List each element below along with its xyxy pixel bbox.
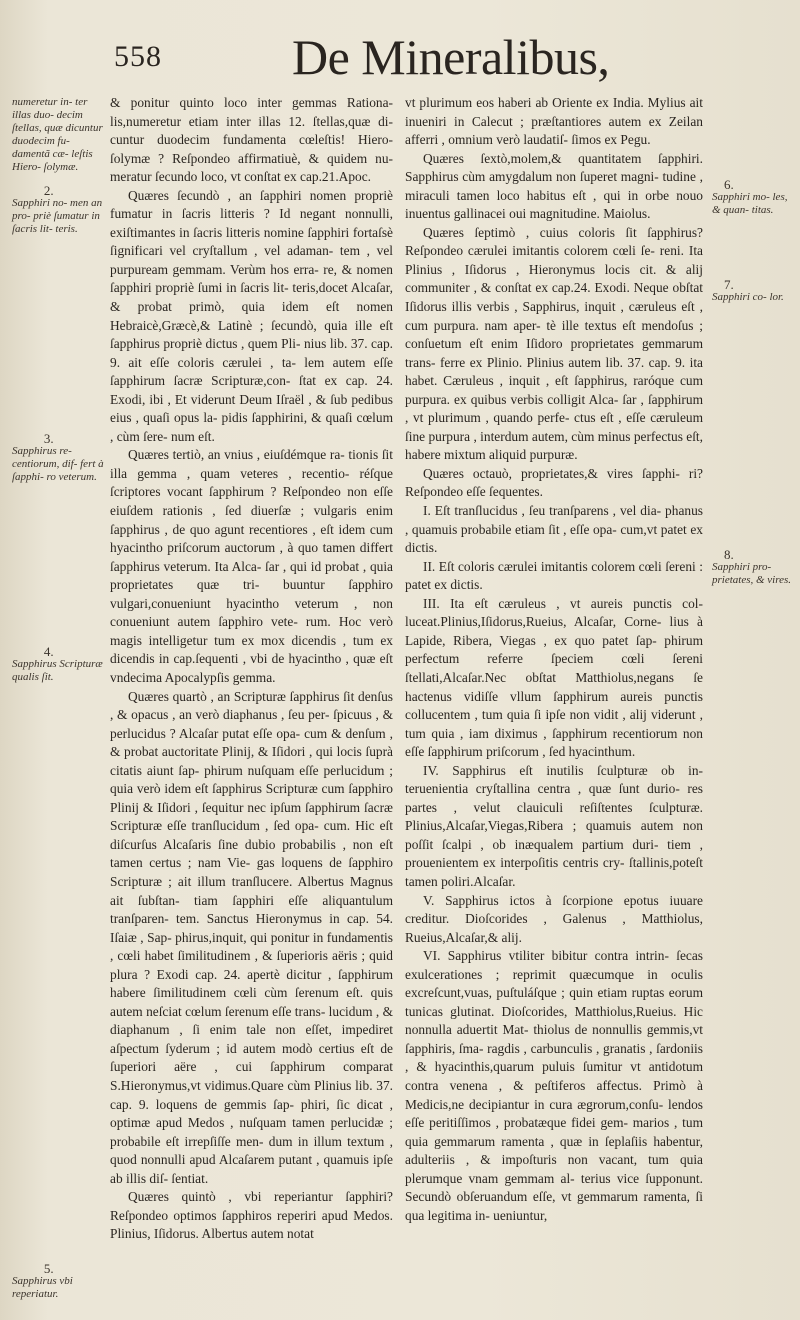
margin-note-number: 3.	[43, 431, 54, 446]
running-title: De Mineralibus,	[292, 29, 610, 85]
margin-note-number: 6.	[724, 177, 734, 192]
margin-note-text: Sapphirus re- centiorum, dif- fert à ſapphi- ro veterum.	[12, 445, 104, 483]
paragraph: Quæres ſecundò , an ſapphiri nomen propriè fumatur in ſacris litteris ? Id negant nonnulli, exiſtimantes in ſacris litteris nomine ſapphiri fortaſsè ſignificari vel cryſtallum , vel adaman- tem , vel purpuream gemmam. Verùm hos erra- re, & nomen ſapphiri propriè ſumi in ſacris lit- teris,docet Alcaſar, & probat primò, quia idem eſt nomen Hebraicè,Græcè,& Latinè ; ſecundò, quia ille eſt ſapphirus propriè dictus , quem Pli- nius lib. 37. cap. 9. ait eſſe coloris cærulei , ta- lem autem eſſe ſapphirum ſacræ Scripturæ,con- ſtat ex cap. 24. Exodi, ibi , Et viderunt Deum Iſraël , & ſub pedibus eius , quaſi opus la- pidis ſapphirini, & quaſi cœlum , cùm ſere- num eſt.	[110, 187, 393, 444]
left-text-column	[110, 94, 393, 1244]
paragraph: Quæres octauò, proprietates,& vires ſapphi- ri?Reſpondeo eſſe ſequentes.	[405, 465, 703, 500]
margin-note-number: 8.	[724, 547, 734, 562]
paragraph: vt plurimum eos haberi ab Oriente ex India. Mylius ait inueniri in Calecut ; præſtantiores autem ex Zeilan afferri , omnium verò laudatiſ- ſimos ex Pegu.	[405, 95, 703, 148]
margin-note-7	[712, 278, 792, 304]
margin-note-6	[712, 178, 792, 217]
margin-note-text: Sapphiri no- men an pro- priè ſumatur in ſacris lit- teris.	[12, 197, 103, 235]
paragraph: VI. Sapphirus vtiliter bibitur contra intrin- ſecas exulcerationes ; reprimit quæcumque in oculis excreſcunt,vuas, puſtuláſque ; quin etiam ruptas eorum tunicas glutinat. Dioſcorides, Matthiolus,Rueius. Hic nonnulla aduertit Mat- thiolus de nonnullis gemmis,vt ſapphiris, ſma- ragdis , carbunculis , granatis , ſardoniis , & hyacinthis,quarum puluis ſumitur vt antidotum contra venena , & peſtiferos affectus. Primò à Medicis,ne decipiantur in cura ægrorum,conſu- lendos eſſe peritiſſimos , probatæque fidei gem- marios , tum quia gemmarum ramenta , quæ in ſeplaſiis habentur, adulteriis , & impoſturis non vacant, tum quia plerumque vnam gemmam al- terius vice ſupponunt. Secundò obſeruandum eſſe, vt gemmarum ramenta, ſi qua legitima in- ueniuntur,	[405, 948, 703, 1223]
margin-note-text: Sapphiri pro- prietates, & vires.	[712, 561, 792, 586]
margin-note-text: Sapphiri co- lor.	[712, 291, 784, 303]
right-text-column	[405, 94, 703, 1225]
margin-note-3	[12, 432, 104, 484]
paragraph: Quæres ſextò,molem,& quantitatem ſapphiri. Sapphirus cùm amygdalum non ſuperet magni- tudine , miraculi tamen loco habitus eſt , qui in orbe nouo inuentus gallinacei oui magnitudine. Maiolus.	[405, 150, 703, 222]
margin-note-8	[712, 548, 792, 587]
margin-note-2	[12, 184, 104, 236]
paragraph: IV. Sapphirus eſt inutilis ſculpturæ ob in- teruenientia cryſtallina centra , quæ ſunt durio- res partes , velut clauiculi reſiſtentes ſculpturæ. Plinius,Alcaſar,Viegas,Ribera ; quamuis autem non poſſit ſcalpi , ob inæqualem partium duri- tiem , prouenientem ex interpoſitis centris cry- ſtallinis,poteſt tamen poliri.Alcaſar.	[405, 762, 703, 889]
page-number: 558	[114, 40, 162, 73]
margin-note-text: Sapphirus vbi reperiatur.	[12, 1275, 73, 1300]
paragraph: I. Eſt tranſlucidus , ſeu tranſparens , vel dia- phanus , quamuis probabile etiam ſit , eſſe opa- cum,vt patet ex dictis.	[405, 503, 703, 556]
margin-note-number: 2.	[43, 183, 54, 198]
page-header	[110, 28, 750, 88]
paragraph: V. Sapphirus ictos à ſcorpione epotus iuuare creditur. Dioſcorides , Galenus , Matthiolus, Rueius,Alcaſar,& alij.	[405, 892, 703, 945]
paragraph: Quæres ſeptimò , cuius coloris ſit ſapphirus? Reſpondeo cærulei imitantis colorem cœli ſe- reni. Ita Plinius , Iſidorus , Hieronymus locis cit. & alij communiter , & conſtat ex cap.24. Exodi. Neque obſtat Iſidorus illis verbis , Sapphirus, inquit , cæruleus eſt , cum purpura. nam aper- tè ille textus eſt mendoſus ; conſuetum eſt enim Iſidoro proprietates gemmarum trans- ferre ex Plinio. Plinius autem lib. 37. cap. 9. ita habet. Cæruleus , inquit , eſt ſapphirus, raróque cum purpura. ex quibus verbis colligit Alca- ſar , ſapphirum , vt plurimum , quando perfe- ctus eſt , eſſe cæruleum ſine purpura , interdum autem, cùm minus perfectus eſt, habere mixtum aliquid purpuræ.	[405, 224, 703, 463]
paragraph: II. Eſt coloris cærulei imitantis colorem cœli ſereni : patet ex dictis.	[405, 558, 703, 593]
paragraph: Quæres quintò , vbi reperiantur ſapphiri? Reſpondeo optimos ſapphiros reperiri apud Medos. Plinius, Iſidorus. Albertus autem notat	[110, 1189, 393, 1242]
margin-note-4	[12, 645, 104, 684]
margin-note-text: numeretur in- ter illas duo- decim ſtellas, quæ dicuntur duodecim fu- damentã cæ- leſtis Hiero- ſolymæ.	[12, 96, 103, 173]
paragraph: III. Ita eſt cæruleus , vt aureis punctis col- luceat.Plinius,Iſidorus,Rueius, Alcaſar, Corne- lius à Lapide, Ribera, Viegas , ex quo patet ſap- phirum perfectum referre ſpeciem cœli ſereni ſtellati,Alcaſar.Nec obſtat Matthiolus,negans ſe hactenus vidiſſe vllum ſapphirum aureis punctis collucentem , tum quia ſi ipſe non vidit , alij viderunt , tum quia , iam diximus , ſapphirum recentiorum non eſſe ſapphirum priſcorum , ſed hyacinthum.	[405, 595, 703, 760]
margin-note-number: 4.	[43, 644, 54, 659]
margin-note-5	[12, 1262, 104, 1301]
margin-note-text: Sapphirus Scripturæ qualis ſit.	[12, 658, 103, 683]
paragraph: Quæres tertiò, an vnius , eiuſdémque ra- tionis ſit illa gemma , quam veteres , recentio- réſque ſcriptores vocant ſapphirum ? Reſpondeo non eſſe eiuſdem rationis , ſed diuerſæ ; vulgaris enim ſapphirus , de quo agunt recentiores , eſt idem cum hyacintho priſcorum auctorum , à quo tamen differt ſapphirus veterum. Ita Alca- ſar , qui id probat , quia proprietates quæ tri- buuntur ſapphiro vulgari,conueniunt hyacintho veterum , non conueniunt autem ſapphiro vete- rum. Hoc verò magis intelligetur tum ex mox dicendis , tum ex dicendis in cap.ſequenti , vbi de hyacintho , quæ eſt vndecima Apocalypſis gemma.	[110, 447, 393, 685]
margin-note-number: 5.	[43, 1261, 54, 1276]
paragraph: Quæres quartò , an Scripturæ ſapphirus ſit denſus , & opacus , an verò diaphanus , ſeu per- ſpicuus , & perlucidus ? Alcaſar putat eſſe opa- cum & denſum , & probat auctoritate Plinij, & Iſidori , qui locis ſuprà citatis aiunt ſap- phirum nuſquam eſſe perlucidum ; quia verò idem eſt ſapphirus Scripturæ cum ſapphiro Plinij & Iſidori , ſequitur nec ipſum ſapphirum ſacræ Scripturæ eſſe tranſlucidum , ſed opa- cum. Hic eſt diſcurſus Alcaſaris ſine dubio probabilis , non eſt tamen certus ; nam Vie- gas loquens de ſapphiro Scripturæ ; ait illum tranſlucere. Albertus Magnus ait ſubſtan- tiam ſapphiri eſſe aliquantulum tranſparen- tem. Sanctus Hieronymus in cap. 54. Iſaiæ , Sap- phirus,inquit, qui ponitur in fundamentis , cœli habet ſimilitudinem , & ſuperioris aëris ; quid plura ? Exodi cap. 24. apertè dicitur , ſapphirum habere ſimilitudinem cœli cùm ſerenum eſt. quis autem neſciat cœlum ſerenum eſſe trans- lucidum , & diaphanum , ſi enim tale non eſſet, impediret aſpectum ſyderum ; id autem modò certius eſt de ſuperiori aëre , cui ſapphirum comparat S.Hieronymus,vt vidimus.Quare cùm Plinius lib. 37. cap. 9. loquens de gemmis ſap- phiri, ſic dicat , optimæ apud Medos , nuſquam tamen perlucidæ ; probabile eſt irrepſiſſe men- dum in illum textum , quod nonnulli apud Alcaſarem putant , quamuis ipſe ab illis diſ- ſentiat.	[110, 688, 393, 1186]
margin-note-text: Sapphiri mo- les, & quan- titas.	[712, 191, 788, 216]
paragraph: & ponitur quinto loco inter gemmas Rationa- lis,numeretur etiam inter illas 12. ſtellas,quæ di- cuntur duodecim fundamenta cœleſtis! Hiero- ſolymæ ? Reſpondeo affirmatiuè, & quidem nu- meratur ſecundo loco, vt conſtat ex cap.21.Apoc.	[110, 95, 393, 185]
margin-note-1	[12, 96, 104, 174]
margin-note-number: 7.	[724, 277, 734, 292]
